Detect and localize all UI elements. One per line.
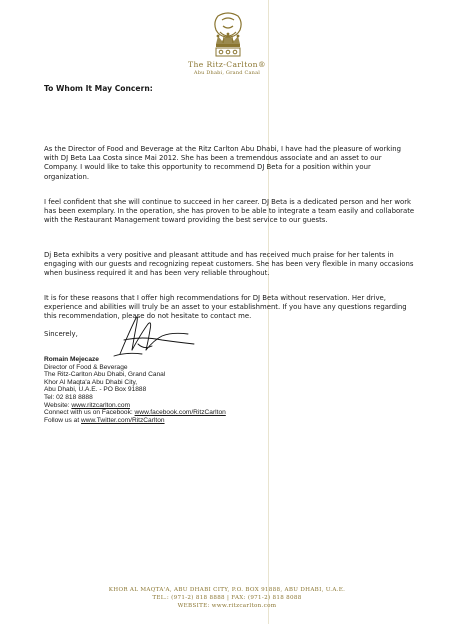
letter-paragraph: I feel confident that she will continue to succeed in her career. DJ Beta is a dedicated person and her work has been exemplary. In the operation, she has proven to be able to integrate a team easily and collaborate with the Restaurant Management toward providing the best service to our guests. [44,198,415,225]
twitter-line [44,417,226,425]
brand-location: Abu Dhabi, Grand Canal [193,70,261,76]
brand-name: The Ritz-Carlton® [188,60,266,69]
address-line: Khor Al Maqta'a Abu Dhabi City, [44,378,138,386]
phone-number: Tel: 02 818 8888 [44,393,93,401]
facebook-line [44,409,226,417]
hotel-name: The Ritz-Carlton Abu Dhabi, Grand Canal [44,371,166,379]
salutation: To Whom It May Concern: [44,84,153,93]
twitter-link[interactable]: www.Twitter.com/RitzCarlton [81,416,165,424]
handwritten-signature [102,310,202,360]
website-label: Website: [44,401,72,409]
letter-paragraph: It is for these reasons that I offer high recommendations for DJ Beta without reservation. Her drive, experience and abilities will truly be an asset to your establishment. If you have any questions regarding this recommendation, please do not hesitate to contact me. [44,294,407,321]
letter-paragraph: As the Director of Food and Beverage at the Ritz Carlton Abu Dhabi, I have had the pleasure of working with DJ Beta Laa Costa since Mai 2012. She has been a tremendous associate and an asset to our Company. I would like to take this opportunity to recommend DJ Beta for a position within your organization. [44,145,401,181]
brand-header [150,60,304,76]
closing: Sincerely, [44,330,78,338]
website-line [44,402,226,410]
facebook-label: Connect with us on Facebook: [44,409,135,417]
signer-name: Romain Mejecaze [44,356,99,363]
twitter-label: Follow us at [44,416,82,424]
signature-block [44,356,226,424]
letter-paragraph: Dj Beta exhibits a very positive and pleasant attitude and has received much praise for her talents in engaging with our guests and recognizing repeat customers. She has been very flexible in many occasions when business required it and has been very reliable throughout. [44,251,414,278]
footer-contact: TEL.: (971-2) 818 8888 | FAX: (971-2) 818 8088 [152,595,302,601]
facebook-link[interactable]: www.facebook.com/RitzCarlton [134,409,226,417]
signer-title: Director of Food & Beverage [44,363,128,371]
footer-website: WEBSITE: www.ritzcarlton.com [177,603,277,609]
website-link[interactable]: www.ritzcarlton.com [71,401,130,409]
footer-address: KHOR AL MAQTA'A, ABU DHABI CITY, P.O. BOX 91888, ABU DHABI, U.A.E. [108,587,346,593]
address-line: Abu Dhabi, U.A.E. - PO Box 91888 [44,386,147,394]
letterhead-footer [60,586,394,610]
